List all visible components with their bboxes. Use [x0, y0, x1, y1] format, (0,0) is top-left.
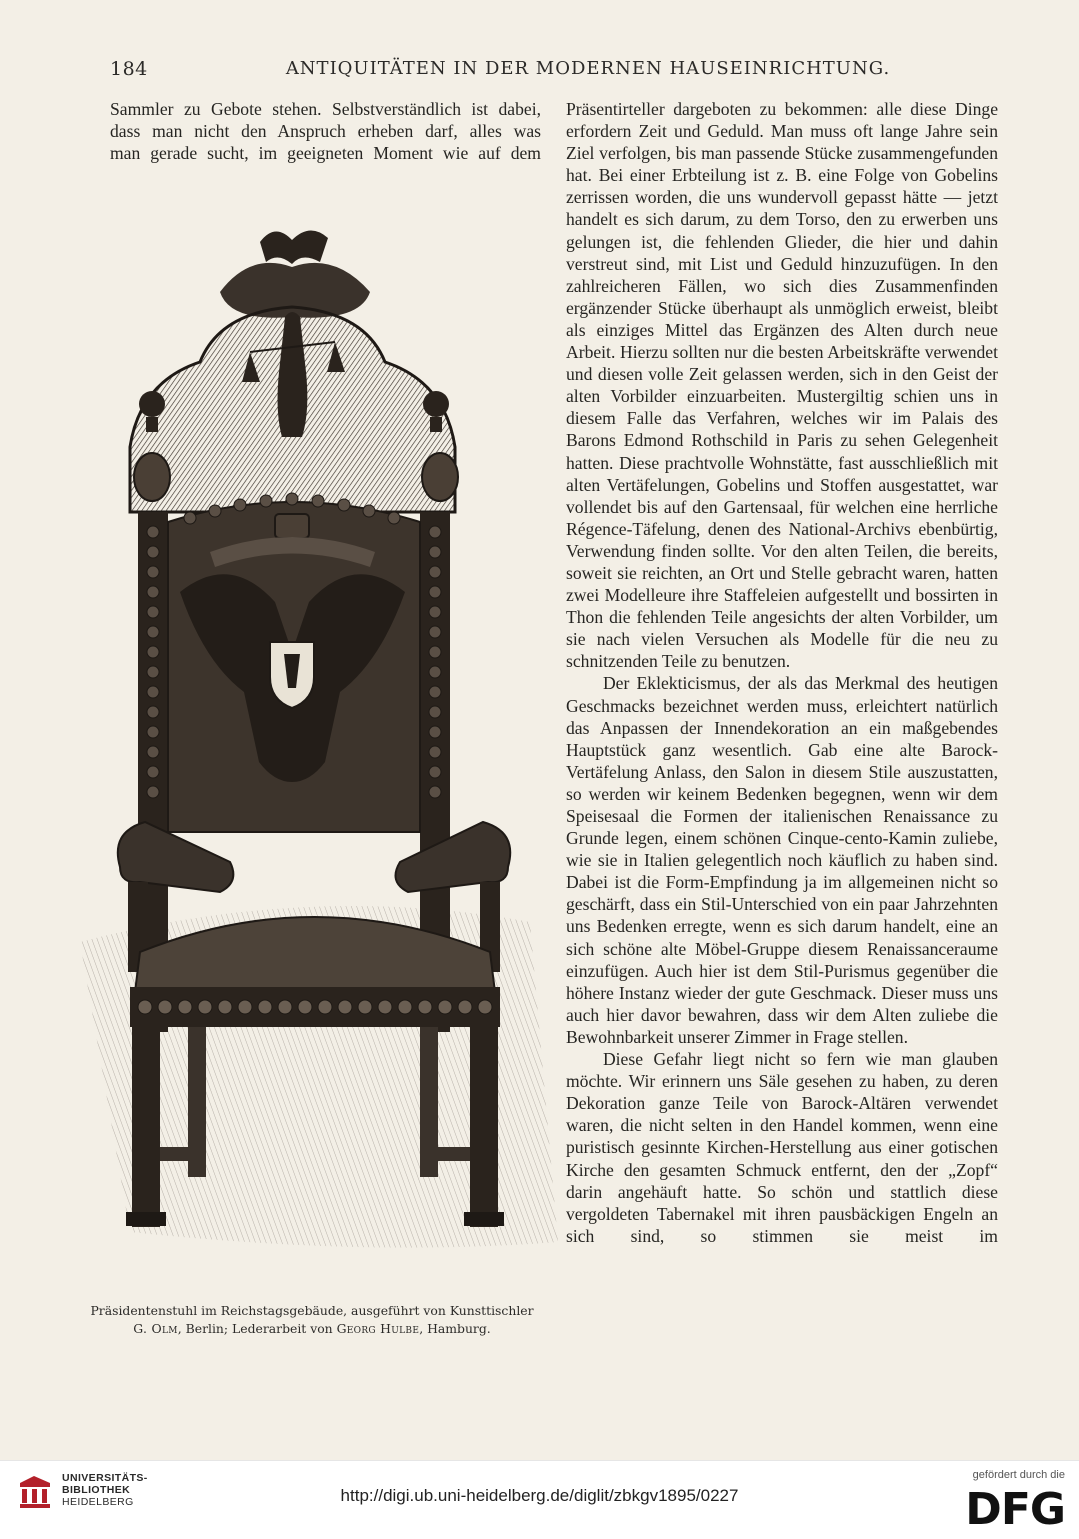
caption-line-1: Präsidentenstuhl im Reichstagsgebäude, ausgeführt von Kunsttischler [90, 1303, 534, 1318]
sponsor-text: gefördert durch die [972, 1469, 1065, 1481]
caption-text: , Berlin; Lederarbeit von [177, 1321, 337, 1336]
left-stretcher [160, 1147, 205, 1161]
library-name-line3: HEIDELBERG [62, 1496, 134, 1508]
viewer-footer [0, 1460, 1079, 1539]
figure-caption [72, 1302, 552, 1338]
right-stretcher [425, 1147, 470, 1161]
left-column [110, 98, 541, 164]
right-finial [423, 391, 449, 417]
right-mask [422, 453, 458, 501]
left-mask [134, 453, 170, 501]
page-number: 184 [110, 58, 148, 80]
running-title: ANTIQUITÄTEN IN DER MODERNEN HAUSEINRICHTUNG. [285, 58, 891, 79]
left-column-line: man gerade sucht, im geeigneten Moment wie auf dem [110, 143, 541, 164]
chair-illustration [70, 222, 558, 1252]
caption-text-end: , Hamburg. [419, 1321, 491, 1336]
caption-maker: G. Olm [133, 1321, 178, 1336]
page-header [110, 56, 1006, 88]
left-column-line: dass man nicht den Anspruch erheben darf, alles was [110, 121, 541, 142]
crest-scroll [260, 230, 328, 264]
front-right-leg [470, 1027, 498, 1227]
right-column [566, 98, 998, 1247]
permalink-url[interactable]: http://digi.ub.uni-heidelberg.de/diglit/zbkgv1895/0227 [340, 1486, 739, 1505]
caption-leatherworker: Georg Hulbe [336, 1321, 420, 1336]
eagle-crown [275, 514, 309, 538]
library-name-line2: BIBLIOTHEK [62, 1484, 131, 1496]
paragraph-1: Präsentirteller dargeboten zu bekommen: alle diese Dinge erfordern Zeit und Geduld. Man muss oft lange Jahre sein Ziel verfolgen, bis man passende Stücke zusammengefunden hat. Bei einer Erbteilung ist z. B. eine Folge von Gobelins zerrissen worden, die uns wundervoll gepasst hätte — jetzt handelt es sich darum, zu dem Torso, den zu erwerben uns gelungen ist, die fehlenden Glieder, die hier und dahin verstreut sind, mit List und Geduld hinzuzufügen. In den zahlreicheren Fällen, wo sich dies Zusammenfinden ergänzender Stücke überhaupt als unmöglich erweist, bleibt als einziges Mittel das Ergänzen des Alten durch neue Arbeit. Hierzu sollten nur die besten Arbeitskräfte verwendet und diesen volle Zeit gelassen werden, sich in den Geist der alten Vorbilder einzuarbeiten. Mustergiltig schien uns in diesem Falle das Verfahren, welches wir im Palais des Barons Edmond Rothschild in Paris zu sehen Gelegenheit hatten. Diese prachtvolle Wohnstätte, fast ausschließlich mit alten Vertäfelungen, Gobelins und Stoffen ausgestattet, war vollendet bis auf den Gartensaal, für welchen eine herrliche Régence-Täfelung, denen des National-Archivs ebenbürtig, Verwendung finden sollte. Vor den alten Teilen, die bereits, soweit sie reichten, an Ort und Stelle gebracht waren, hatten zwei Modelleure ihre Staffeleien aufgestellt und bossirten in Thon die fehlenden Teile angesichts der alten Vorbilder, um sie nach vielen Versuchen als Modelle für die neu zu schnitzenden Teile zu benutzen. [566, 99, 998, 672]
chair-engraving [70, 222, 558, 1252]
library-name-line1: UNIVERSITÄTS- [62, 1472, 148, 1484]
dfg-logo[interactable]: DFG [965, 1484, 1065, 1535]
left-finial [139, 391, 165, 417]
paragraph-3: Diese Gefahr liegt nicht so fern wie man glauben möchte. Wir erinnern uns Säle gesehen zu haben, zu deren Dekoration ganze Teile von Barock-Altären verwendet waren, die nicht selten in den Handel kommen, wenn eine puristisch gesinnte Kirchen-Herstellung aus einer gotischen Kirche den gesamten Schmuck entfernt, den der „Zopf“ darin angehäuft hatte. So schön und stattlich diese vergoldeten Tabernakel mit ihren pausbäckigen Engeln an sich sind, so stimmen sie meist im [566, 1049, 998, 1246]
caption-line-2 [72, 1320, 552, 1338]
paragraph-2: Der Eklekticismus, der als das Merkmal des heutigen Geschmacks bezeichnet werden muss, erleichtert natürlich das Anpassen der Innendekoration an ein maßgebendes Hauptstück ganz wesentlich. Gab eine alte Barock-Vertäfelung Anlass, den Salon in diesem Stile auszustatten, so werden wir keinem Bedenken begegnen, wenn wir dem Speisesaal die Formen der italienischen Renaissance zu Grunde legen, einem schönen Cinque-cento-Kamin zuliebe, wie sie in Italien gelegentlich noch käuflich zu haben sind. Dabei ist die Form-Empfindung ja im allgemeinen nicht so geschärft, dass ein Stil-Unterschied von ein paar Jahrzehnten uns Bedenken erregte, wenn es sich darum handelt, eine an sich schöne alte Möbel-Gruppe diesem Renaissanceraume einzufügen. Auch hier ist dem Stil-Purismus gegenüber die höhere Instanz wieder der gute Geschmack. Dieser muss uns auch hier davor bewahren, dass wir dem Alten zuliebe die Bewohnbarkeit unserer Zimmer in Frage stellen. [566, 673, 998, 1047]
left-column-line: Sammler zu Gebote stehen. Selbstverständlich ist dabei, [110, 99, 541, 119]
front-left-leg [132, 1027, 160, 1227]
